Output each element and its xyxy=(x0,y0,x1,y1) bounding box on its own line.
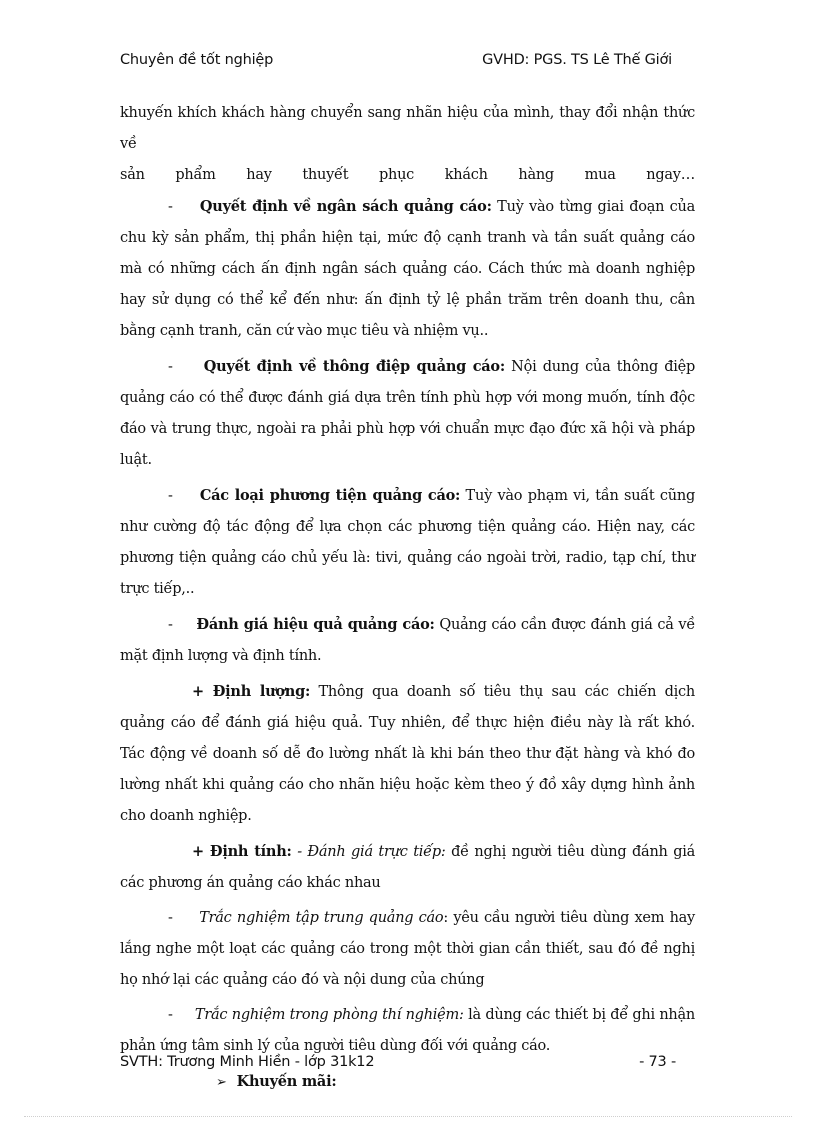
paragraph-intro xyxy=(120,98,695,160)
page-number: - 73 - xyxy=(639,1054,676,1070)
intro-line-2: sản phẩm hay thuyết phục khách hàng mua ngay… xyxy=(120,167,695,183)
message-text: Nội dung của thông điệp quảng cáo có thể được đánh giá dựa trên tính phù hợp với mong muốn, tính độc đáo và trung thực, ngoài ra phải phù hợp với chuẩn mực đạo đức xã hội và pháp luật. xyxy=(120,359,695,468)
media-text: Tuỳ vào phạm vi, tần suất cũng như cường độ tác động để lựa chọn các phương tiện quảng cáo. Hiện nay, các phương tiện quảng cáo chủ yếu là: tivi, quảng cáo ngoài trời, radio, tạp chí, thư trực tiếp,.. xyxy=(120,488,696,597)
budget-text: Tuỳ vào từng giai đoạn của chu kỳ sản phẩm, thị phần hiện tại, mức độ cạnh tranh và tần suất quảng cáo mà có những cách ấn định ngân sách quảng cáo. Cách thức mà doanh nghiệp hay sử dụng có thể kể đến như: ấn định tỷ lệ phần trăm trên doanh thu, cân bằng cạnh tranh, căn cứ vào mục tiêu và nhiệm vụ.. xyxy=(120,199,696,339)
paragraph-focus-test xyxy=(120,903,695,996)
header-document-title: Chuyên đề tốt nghiệp xyxy=(120,52,274,68)
intro-line-1: khuyến khích khách hàng chuyển sang nhãn hiệu của mình, thay đổi nhận thức về xyxy=(120,105,695,152)
lab-dash: - xyxy=(168,1007,173,1023)
paragraph-quantitative xyxy=(120,676,695,832)
paragraph-message xyxy=(120,351,695,476)
media-heading: Các loại phương tiện quảng cáo: xyxy=(199,487,461,504)
quantitative-text: Thông qua doanh số tiêu thụ sau các chiến dịch quảng cáo để đánh giá hiệu quả. Tuy nhiên, để thực hiện điều này là rất khó. Tác động về doanh số dễ đo lường nhất là khi bán theo thư đặt hàng và khó đo lường nhất khi quảng cáo cho nhãn hiệu hoặc kèm theo ý đồ xây dựng hình ảnh cho doanh nghiệp. xyxy=(120,684,695,824)
evaluate-heading: Đánh giá hiệu quả quảng cáo: xyxy=(196,616,435,633)
page-body xyxy=(120,98,695,1098)
budget-dash: - xyxy=(168,199,173,215)
paragraph-media xyxy=(120,480,695,605)
focus-dash: - xyxy=(168,910,173,926)
arrow-bullet-icon: ➢ xyxy=(216,1075,227,1090)
lab-text: là dùng các thiết bị để ghi nhận phản ứng tâm sinh lý của người tiêu dùng đối với quảng cáo. xyxy=(120,1007,696,1054)
page-header xyxy=(120,52,672,74)
evaluate-text: Quảng cáo cần được đánh giá cả về mặt định lượng và định tính. xyxy=(120,617,695,664)
header-supervisor: GVHD: PGS. TS Lê Thế Giới xyxy=(482,52,672,68)
qualitative-italic: - Đánh giá trực tiếp: xyxy=(291,844,446,860)
focus-text: : yêu cầu người tiêu dùng xem hay lắng nghe một loạt các quảng cáo trong một thời gian cần thiết, sau đó đề nghị họ nhớ lại các quảng cáo đó và nội dung của chúng xyxy=(120,910,695,988)
paragraph-intro-end xyxy=(120,160,695,191)
lab-italic: Trắc nghiệm trong phòng thí nghiệm: xyxy=(194,1007,464,1023)
footer-author: SVTH: Trương Minh Hiền - lớp 31k12 xyxy=(120,1054,375,1070)
page-footer xyxy=(120,1054,676,1076)
qualitative-text: đề nghị người tiêu dùng đánh giá các phương án quảng cáo khác nhau xyxy=(120,844,696,891)
message-heading: Quyết định về thông điệp quảng cáo: xyxy=(203,358,505,375)
page-bottom-divider xyxy=(24,1116,792,1117)
paragraph-lab-test xyxy=(120,1000,695,1062)
paragraph-evaluate xyxy=(120,609,695,672)
focus-italic: Trắc nghiệm tập trung quảng cáo xyxy=(199,910,444,926)
evaluate-dash: - xyxy=(168,617,173,633)
promotion-heading: Khuyến mãi: xyxy=(236,1073,337,1090)
quantitative-heading: + Định lượng: xyxy=(192,683,311,700)
qualitative-heading: + Định tính: xyxy=(192,843,292,860)
media-dash: - xyxy=(168,488,173,504)
paragraph-budget xyxy=(120,191,695,347)
message-dash: - xyxy=(168,359,173,375)
paragraph-qualitative xyxy=(120,836,695,899)
budget-heading: Quyết định về ngân sách quảng cáo: xyxy=(199,198,492,215)
